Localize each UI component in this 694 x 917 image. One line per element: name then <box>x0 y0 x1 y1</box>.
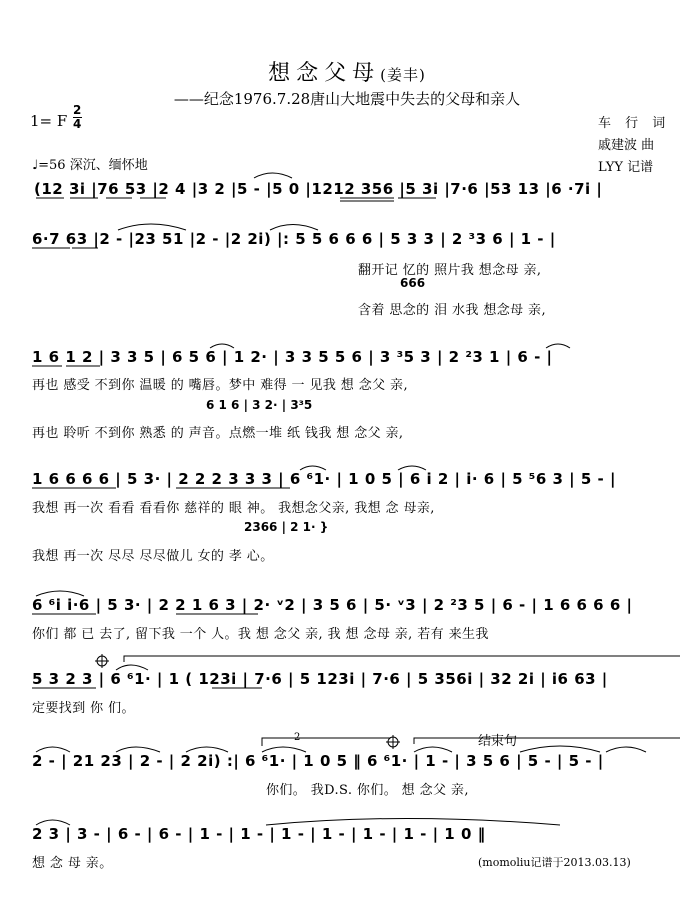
score-row-6: 5 3 2 3 | 6 ⁶1· | 1 ( 123i | 7·6 | 5 123i | 7·6 | 5 356i | 32 2i | i6 63 | <box>32 670 608 688</box>
score-row-1: (12 3i |76 53 |2 4 |3 2 |5 - |5 0 |1212 356 |5 3i |7·6 |53 13 |6 ·7i | <box>34 180 603 198</box>
song-subtitle: ——纪念1976.7.28唐山大地震中失去的父母和亲人 <box>173 90 521 108</box>
lyric-row-2-verse-1: 翻开记 忆的 照片我 想念母 亲, <box>358 263 542 278</box>
title-singer: (姜丰) <box>380 66 426 84</box>
composer-credit: 戚建波 曲 <box>598 138 655 153</box>
lyric-row-4-verse-1: 我想 再一次 看看 看看你 慈祥的 眼 神。 我想念父亲, 我想 念 母亲, <box>32 501 435 516</box>
coda-icon <box>95 654 400 749</box>
lyric-row-8: 想 念 母 亲。 <box>32 856 113 871</box>
lyric-row-6: 定要找到 你 们。 <box>32 701 135 716</box>
alt-notes-row-2: 666 <box>400 276 426 290</box>
lyric-row-2-verse-2: 含着 思念的 泪 水我 想念母 亲, <box>358 303 546 318</box>
ending-phrase-label: 结束句 <box>478 734 518 749</box>
score-row-3: 1 6 1 2 | 3 3 5 | 6 5 6 | 1 2· | 3 3 5 5 6 | 3 ³5 3 | 2 ²3 1 | 6 - | <box>32 348 553 366</box>
score-row-8: 2 3 | 3 - | 6 - | 6 - | 1 - | 1 - | 1 - | 1 - | 1 - | 1 - | 1 0 ‖ <box>32 825 486 843</box>
lyric-row-4-verse-2: 我想 再一次 尽尽 尽尽做儿 女的 孝 心。 <box>32 549 274 564</box>
key-signature: 1= F <box>30 112 68 130</box>
score-row-5: 6 ⁶i i·6 | 5 3· | 2 2 1 6 3 | 2· ᵛ2 | 3 5 6 | 5· ᵛ3 | 2 ²3 5 | 6 - | 1 6 6 6 6 | <box>32 596 633 614</box>
tempo-marking: ♩=56 深沉、缅怀地 <box>32 158 148 173</box>
lyric-row-3-verse-1: 再也 感受 不到你 温暖 的 嘴唇。梦中 难得 一 见我 想 念父 亲, <box>32 378 408 393</box>
score-row-7: 2 - | 21 23 | 2 - | 2 2i) :| 6 ⁶1· | 1 0 5 ‖ 6 ⁶1· | 1 - | 3 5 6 | 5 - | 5 - | <box>32 752 604 770</box>
alt-notes-row-4: 2366 | 2 1· } <box>244 520 329 534</box>
lyric-row-7: 你们。 我D.S. 你们。 想 念父 亲, <box>266 783 469 798</box>
lyric-row-5: 你们 都 已 去了, 留下我 一个 人。我 想 念父 亲, 我 想 念母 亲, 若有 来生我 <box>32 627 489 642</box>
transcriber-credit: LYY 记谱 <box>598 160 654 175</box>
volta-2-label: 2 <box>294 732 301 743</box>
title-text: 想念父母 <box>268 61 381 86</box>
lyric-row-3-verse-2: 再也 聆听 不到你 熟悉 的 声音。点燃一堆 纸 钱我 想 念父 亲, <box>32 426 404 441</box>
score-row-4: 1 6 6 6 6 | 5 3· | 2 2 2 3 3 3 | 6 ⁶1· | 1 0 5 | 6 i 2 | i· 6 | 5 ⁵6 3 | 5 - | <box>32 470 616 488</box>
alt-notes-row-3: 6 1 6 | 3 2· | 3³5 <box>206 398 313 412</box>
lyricist-credit: 车 行 词 <box>598 116 671 131</box>
score-row-2: 6·7 63 |2 - |23 51 |2 - |2 2i) |: 5 5 6 6 6 | 5 3 3 | 2 ³3 6 | 1 - | <box>32 230 556 248</box>
transcription-credit: (momoliu记谱于2013.03.13) <box>478 856 631 869</box>
time-signature: 2 4 <box>73 103 82 131</box>
